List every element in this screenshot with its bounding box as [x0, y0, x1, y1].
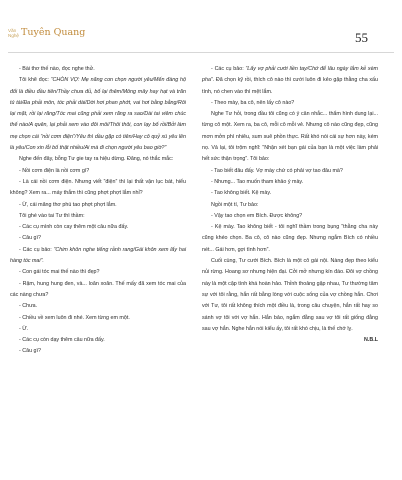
author-signature: N.B.L	[364, 337, 378, 344]
paragraph: - Là cái nồi cơm điện. Nhưng viết “điện” thì lại thất vận lục bát, hiểu không? Xem ra... máy thắm thì cũng phợt phợt lắm nhỉ?	[10, 178, 186, 197]
paragraph: - Kệ mày. Tao không biết - tôi nghĩ thầm trong bụng “thằng cha này cũng khéo chọn. Ba cô, cô nào cũng đẹp. Nhưng ngắm Bích có nhiều nét... Gái hơn, gợi tình hơn”.	[202, 224, 378, 253]
paragraph: - Các cụ còn dạy thêm câu nữa đấy.	[19, 337, 105, 344]
paragraph: - Chưa.	[19, 303, 38, 310]
quoted-verse: “Chim khôn nghe tiếng rảnh rang/Gái khôn xem lấy hai hàng tóc mai”.	[10, 246, 187, 265]
paragraph: - Tao biết đâu đấy. Vợ mày chứ có phải vợ tao đâu mà?	[211, 167, 343, 174]
paragraph-lead: - Các cụ bảo:	[19, 246, 54, 253]
paragraph: - Câu gì?	[19, 235, 41, 242]
right-column	[202, 64, 378, 346]
left-column	[10, 64, 186, 358]
paragraph-lead: - Các cụ bảo:	[211, 66, 246, 72]
paragraph: Nghe đến đây, bỗng Tư gie tay ra hiệu dừng. Đăng, nó thắc mắc:	[19, 156, 174, 163]
page-number: 55	[355, 30, 368, 45]
paragraph	[202, 64, 378, 98]
paragraph: - Vậy tao chọn em Bích. Được không?	[211, 212, 303, 219]
paragraph: - Các cụ mình còn cay thêm một câu nữa đấy.	[19, 224, 129, 231]
paragraph: - Bài thơ thế nào, đọc nghe thử.	[19, 66, 95, 72]
logo-small-text: Văn Nghệ	[8, 28, 19, 38]
paragraph: - Ừ.	[19, 325, 29, 332]
paragraph: - Rậm, hung hung đen, và... loăn xoăn. Thế mấy đã xem tóc mai của các nàng chưa?	[10, 280, 186, 298]
page-header	[0, 0, 402, 62]
paragraph	[10, 245, 186, 268]
paragraph: Nghe Tư hỏi, trong đầu tôi cũng có ý cân nhắc... thẩm hình dung lại... từng cô một. Xem ra, ba cô, mỗi cô mỗi vẻ. Nhưng cô nào cũng đẹp, cũng mơn mởn phì nhiêu, sum suê phồn thực. Rất khó nói cái sự hơn này, kém nọ. Vả lại, tôi trộm nghĩ: “Nhận xét bạn gái của bạn là một việc làm phải hết sức thận trọng”. Tôi bảo:	[202, 111, 378, 163]
paragraph-lead: Tôi khẽ đọc:	[19, 77, 51, 84]
paragraph: - Nhưng... Tao muốn tham khảo ý mày.	[211, 178, 304, 185]
paragraph: - Ừ, cái mãng thơ phú tao phợt phợt lắm.	[19, 201, 117, 208]
paragraph: - Nồi cơm điện là nồi cơm gì?	[19, 167, 90, 174]
paragraph: - Tao không biết. Kệ mày.	[211, 190, 272, 197]
paragraph-tail: Đã chọn kỹ rồi, thích cô nào thì cưới luôn đi kẻo gặp thằng cha xấu tính, nó chen vào thì mệt lắm.	[202, 77, 378, 95]
header-rule	[8, 52, 394, 53]
logo-title: Tuyên Quang	[21, 27, 86, 38]
quoted-verse: “CHÒN VỢ: Mẹ năng con chọn người yêu/Mến đàng hộ đối là điều đầu tiên/Thầy chưa đủ, bố lại thêm/Mông mây hay hạt và trăn tú tài/Đa phải môn, tóc phải dài/Dời hơi phan phớt, vai hơi bằng bằng/Rôi lại mặt, rồi lại răng/Tóc mai cũng phải xem răng ra sao/Dài tai viêm chúc thế nào/A quên, lại phải xem vào đôi môi/Thôi thôi, con lạy bố rồi/Bởi làm mẹ chọn cái “nồi cơm điện”/Yêu thì dầu gặp có tiên/Hay cô quỷ xú yêu lên là yêu/Con xin lỗi bố thật nhiều/Ai mà đi chọn người yêu bao giờ?”	[10, 77, 186, 152]
quoted-verse: “Lấy vợ phải cưới liền tay/Chớ để lâu ngày lắm kẻ xèm pha”.	[202, 66, 379, 84]
paragraph: - Chiều về xem luôn đi nhé. Xem từng em một.	[19, 314, 130, 321]
paragraph: - Con gái tóc mai thế nào thì đẹp?	[19, 269, 100, 276]
paragraph: - Theo mày, ba cô, nên lấy cô nào?	[211, 99, 295, 106]
paragraph: - Câu gì?	[19, 348, 41, 355]
paragraph: Tôi ghé vào tai Tư thì thầm:	[19, 212, 85, 219]
paragraph: Cuối cùng, Tư cưới Bích. Bích là một cô gái nội. Nàng đẹp theo kiểu nủi rừng. Hoang sơ nhưng hiện đại. Cởi mở nhưng kín đáo. Đôi vợ chồng này là một cặp tình khá hoàn hảo. Thỉnh thoảng gặp nhau, Tư thường tâm sự với tôi rằng, hắn rất bằng lòng với cuộc sống của vợ chồng hắn. Chơi với Tư, tôi rất không thích một điều là, trong câu chuyện, hắn rất hay so sánh vợ tôi với vợ hắn. Hắn bảo, ngắm đằng sau vợ tôi rất giống đằng sau vợ hắn. Nghe hắn nói kiểu ấy, tôi rất khó chịu, là thế chớ lỵ.	[202, 258, 378, 332]
paragraph: Ngồi một tí, Tư bảo:	[211, 201, 259, 208]
paragraph	[10, 75, 186, 154]
